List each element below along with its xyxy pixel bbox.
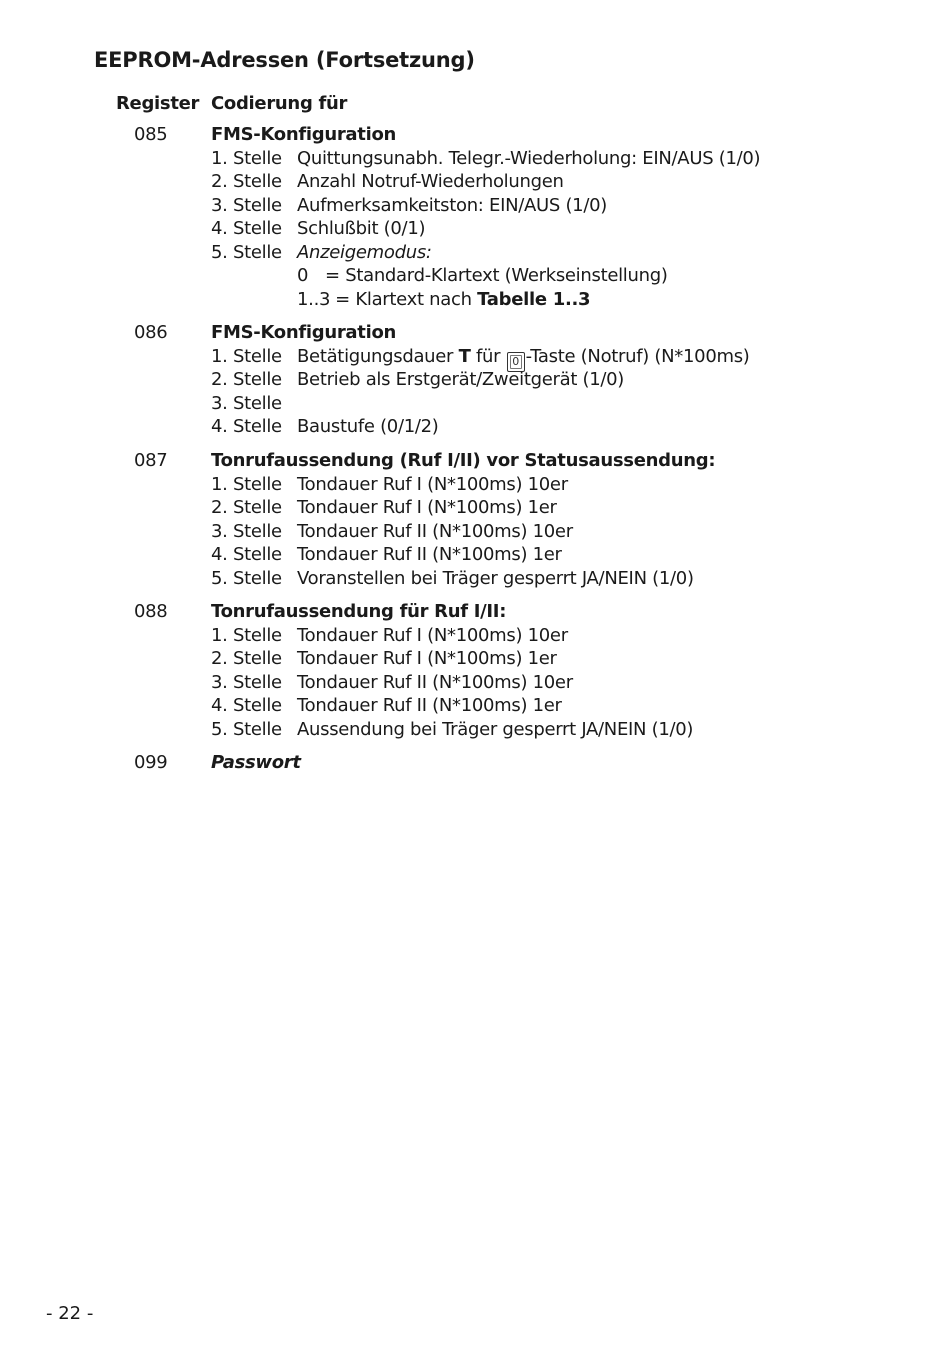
option-value: 1..3 — [297, 288, 331, 310]
digit-line — [0, 368, 950, 392]
display-mode-option — [297, 288, 590, 312]
digit-position: 4. Stelle — [211, 544, 282, 565]
digit-position: 4. Stelle — [211, 695, 282, 716]
register-number: 088 — [134, 601, 168, 622]
digit-description: Aufmerksamkeitston: EIN/AUS (1/0) — [297, 194, 607, 216]
digit-position: 3. Stelle — [211, 520, 282, 542]
digit-position: 2. Stelle — [211, 497, 282, 518]
digit-description: Tondauer Ruf II (N*100ms) 1er — [297, 544, 562, 565]
digit-line — [0, 671, 950, 695]
digit-description: Tondauer Ruf I (N*100ms) 10er — [297, 473, 568, 495]
digit-line — [0, 567, 950, 591]
digit-position: 4. Stelle — [211, 416, 282, 437]
digit-position: 2. Stelle — [211, 648, 282, 669]
digit-description: Tondauer Ruf I (N*100ms) 10er — [297, 624, 568, 646]
digit-line — [0, 345, 950, 369]
digit-line — [0, 520, 950, 544]
digit-line — [0, 473, 950, 497]
digit-description: Anzahl Notruf-Wiederholungen — [297, 171, 564, 192]
digit-description: Tondauer Ruf I (N*100ms) 1er — [297, 497, 557, 518]
digit-position: 4. Stelle — [211, 218, 282, 239]
column-header-register: Register — [116, 93, 200, 114]
page-title: EEPROM-Adressen (Fortsetzung) — [94, 48, 475, 72]
display-mode-option — [297, 264, 668, 288]
digit-line — [0, 415, 950, 439]
digit-position: 3. Stelle — [211, 392, 282, 414]
digit-position: 3. Stelle — [211, 194, 282, 216]
digit-description: Aussendung bei Träger gesperrt JA/NEIN (1/0) — [297, 718, 694, 740]
digit-line — [0, 543, 950, 567]
digit-position: 1. Stelle — [211, 473, 282, 495]
digit-line — [0, 241, 950, 265]
option-text: = Standard-Klartext (Werkseinstellung) — [325, 265, 668, 286]
digit-position: 1. Stelle — [211, 345, 282, 367]
digit-position: 5. Stelle — [211, 241, 282, 263]
register-title: Passwort — [211, 752, 301, 773]
register-title: Tonrufaussendung (Ruf I/II) vor Statusaussendung: — [211, 450, 716, 471]
digit-description: Voranstellen bei Träger gesperrt JA/NEIN (1/0) — [297, 567, 694, 589]
key-0-icon: 0 — [507, 352, 525, 372]
digit-description: Quittungsunabh. Telegr.-Wiederholung: EIN/AUS (1/0) — [297, 147, 761, 169]
digit-line — [0, 170, 950, 194]
digit-position: 1. Stelle — [211, 624, 282, 646]
register-number: 087 — [134, 450, 168, 471]
digit-line — [0, 147, 950, 171]
option-text: = Klartext nach — [335, 288, 478, 310]
register-number: 099 — [134, 752, 168, 773]
digit-description: Tondauer Ruf II (N*100ms) 10er — [297, 520, 573, 542]
digit-description: Betrieb als Erstgerät/Zweitgerät (1/0) — [297, 369, 625, 390]
digit-description: Schlußbit (0/1) — [297, 218, 426, 239]
digit-line — [0, 624, 950, 648]
page-number: - 22 - — [46, 1303, 94, 1324]
digit-line — [0, 718, 950, 742]
digit-line — [0, 217, 950, 241]
text-fragment: für — [470, 345, 506, 367]
digit-description: Tondauer Ruf II (N*100ms) 10er — [297, 671, 573, 693]
digit-position: 2. Stelle — [211, 171, 282, 192]
option-value: 0 — [297, 265, 309, 286]
register-title: Tonrufaussendung für Ruf I/II: — [211, 601, 507, 622]
digit-line — [0, 496, 950, 520]
text-fragment: Betätigungsdauer — [297, 345, 459, 367]
digit-position: 5. Stelle — [211, 567, 282, 589]
register-number: 086 — [134, 322, 168, 343]
digit-description: Anzeigemodus: — [297, 241, 432, 263]
digit-position: 2. Stelle — [211, 369, 282, 390]
digit-description: Tondauer Ruf II (N*100ms) 1er — [297, 695, 562, 716]
digit-line — [0, 647, 950, 671]
register-title: FMS-Konfiguration — [211, 124, 397, 145]
register-title: FMS-Konfiguration — [211, 322, 397, 343]
digit-position: 3. Stelle — [211, 671, 282, 693]
digit-line — [0, 694, 950, 718]
digit-line — [0, 392, 950, 416]
column-header-coding: Codierung für — [211, 93, 348, 114]
register-number: 085 — [134, 124, 168, 145]
digit-position: 1. Stelle — [211, 147, 282, 169]
digit-position: 5. Stelle — [211, 718, 282, 740]
text-fragment: -Taste (Notruf) (N*100ms) — [525, 345, 750, 367]
digit-description: Baustufe (0/1/2) — [297, 416, 439, 437]
digit-line — [0, 194, 950, 218]
table-reference: Tabelle 1..3 — [477, 288, 591, 310]
digit-description: Tondauer Ruf I (N*100ms) 1er — [297, 648, 557, 669]
symbol-t: T — [458, 345, 471, 367]
